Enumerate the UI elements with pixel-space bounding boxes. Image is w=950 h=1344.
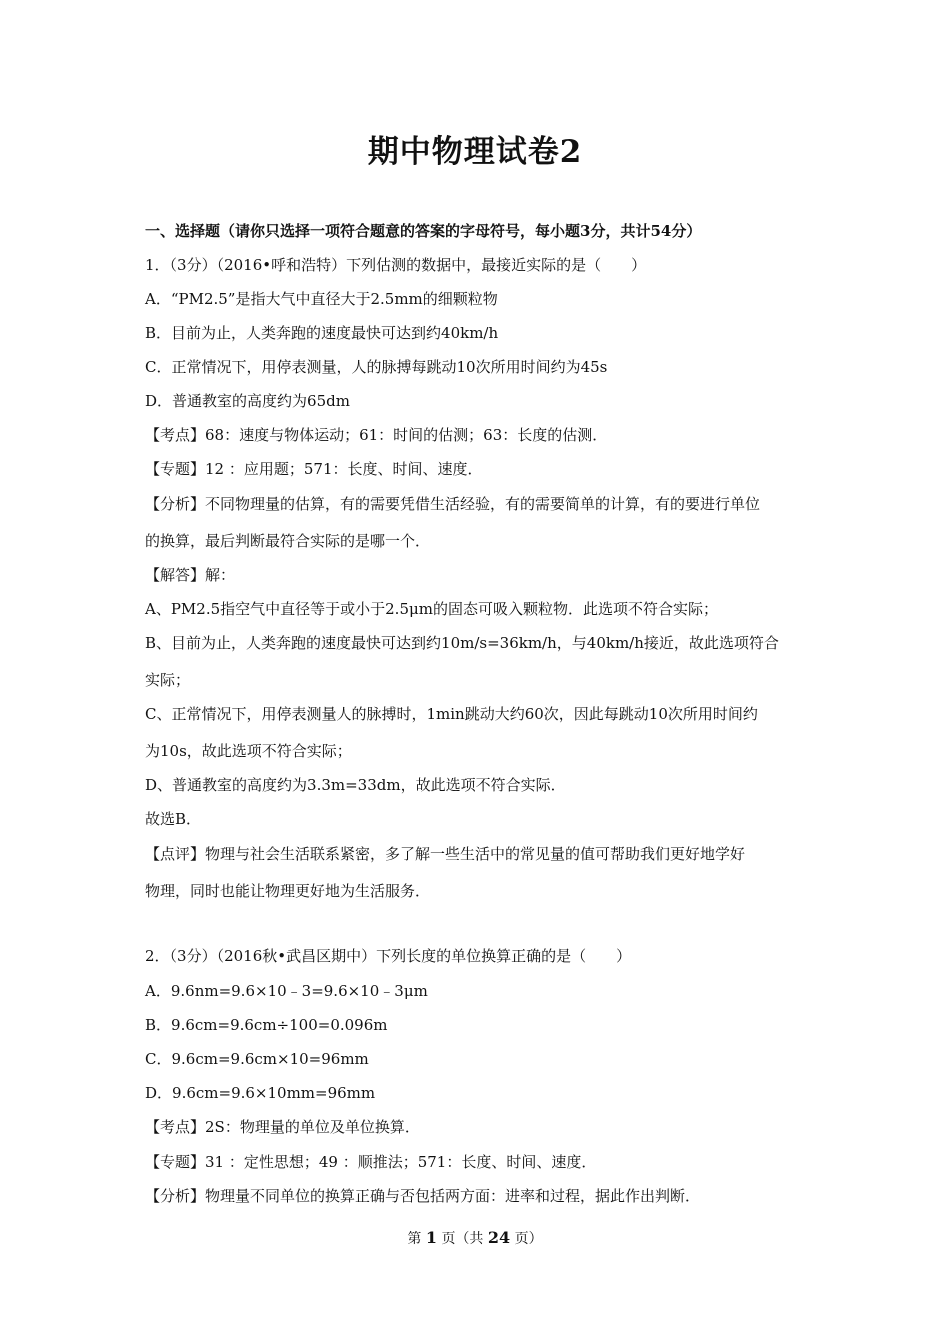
footer-total-pages: 24 <box>487 1228 511 1247</box>
footer-suffix: 页） <box>514 1231 543 1247</box>
question-1-dianping-line1: 【点评】物理与社会生活联系紧密，多了解一些生活中的常见量的值可帮助我们更好地学好 <box>145 845 746 863</box>
question-1-explain-b-line2: 实际； <box>145 671 191 689</box>
question-1-zhuanti: 【专题】12 ：应用题；571：长度、时间、速度． <box>145 460 483 478</box>
question-1-explain-d: D、普通教室的高度约为3.3m=33dm，故此选项不符合实际． <box>145 776 566 794</box>
question-2-zhuanti: 【专题】31 ：定性思想；49 ：顺推法；571：长度、时间、速度． <box>145 1153 597 1171</box>
question-1-fenxi-line2: 的换算，最后判断最符合实际的是哪一个． <box>145 532 431 550</box>
question-2-option-b: B．9.6cm=9.6cm÷100=0.096m <box>145 1016 388 1034</box>
footer-mid: 页（共 <box>441 1231 484 1247</box>
question-2-fenxi: 【分析】物理量不同单位的换算正确与否包括两方面：进率和过程，据此作出判断． <box>145 1187 701 1205</box>
question-2-option-a: A．9.6nm=9.6×10﹣3=9.6×10﹣3μm <box>145 982 428 1000</box>
question-2-option-c: C．9.6cm=9.6cm×10=96mm <box>145 1050 369 1068</box>
page-footer <box>0 1228 950 1248</box>
question-1-explain-c-line2: 为10s，故此选项不符合实际； <box>145 742 352 760</box>
question-1-answer: 故选B． <box>145 810 202 828</box>
page-title: 期中物理试卷2 <box>367 134 583 170</box>
question-1-stem: 1．（3分）（2016•呼和浩特）下列估测的数据中，最接近实际的是（ ） <box>145 256 647 274</box>
question-1-explain-a: A、PM2.5指空气中直径等于或小于2.5μm的固态可吸入颗粒物．此选项不符合实际； <box>145 600 718 618</box>
footer-page-number: 1 <box>425 1228 437 1247</box>
question-1-dianping-line2: 物理，同时也能让物理更好地为生活服务． <box>145 882 431 900</box>
question-1-fenxi-line1: 【分析】不同物理量的估算，有的需要凭借生活经验，有的需要简单的计算，有的要进行单位 <box>145 495 761 513</box>
question-1-jieda: 【解答】解： <box>145 566 236 584</box>
question-1-option-d: D．普通教室的高度约为65dm <box>145 392 350 410</box>
footer-prefix: 第 <box>407 1231 422 1247</box>
question-1-kaodian: 【考点】68：速度与物体运动；61：时间的估测；63：长度的估测． <box>145 426 608 444</box>
question-2-option-d: D．9.6cm=9.6×10mm=96mm <box>145 1084 376 1102</box>
question-2-kaodian: 【考点】2S：物理量的单位及单位换算． <box>145 1118 420 1136</box>
question-1-option-c: C．正常情况下，用停表测量，人的脉搏每跳动10次所用时间约为45s <box>145 358 608 376</box>
question-1-option-a: A．“PM2.5”是指大气中直径大于2.5mm的细颗粒物 <box>145 290 498 308</box>
question-2-stem: 2．（3分）（2016秋•武昌区期中）下列长度的单位换算正确的是（ ） <box>145 947 632 965</box>
question-1-explain-b-line1: B、目前为止，人类奔跑的速度最快可达到约10m/s=36km/h，与40km/h接近，故此选项符合 <box>145 634 779 652</box>
question-1-explain-c-line1: C、正常情况下，用停表测量人的脉搏时，1min跳动大约60次，因此每跳动10次所用时间约 <box>145 705 758 723</box>
question-1-option-b: B．目前为止，人类奔跑的速度最快可达到约40km/h <box>145 324 499 342</box>
section-heading: 一、选择题（请你只选择一项符合题意的答案的字母符号，每小题3分，共计54分） <box>145 222 702 240</box>
